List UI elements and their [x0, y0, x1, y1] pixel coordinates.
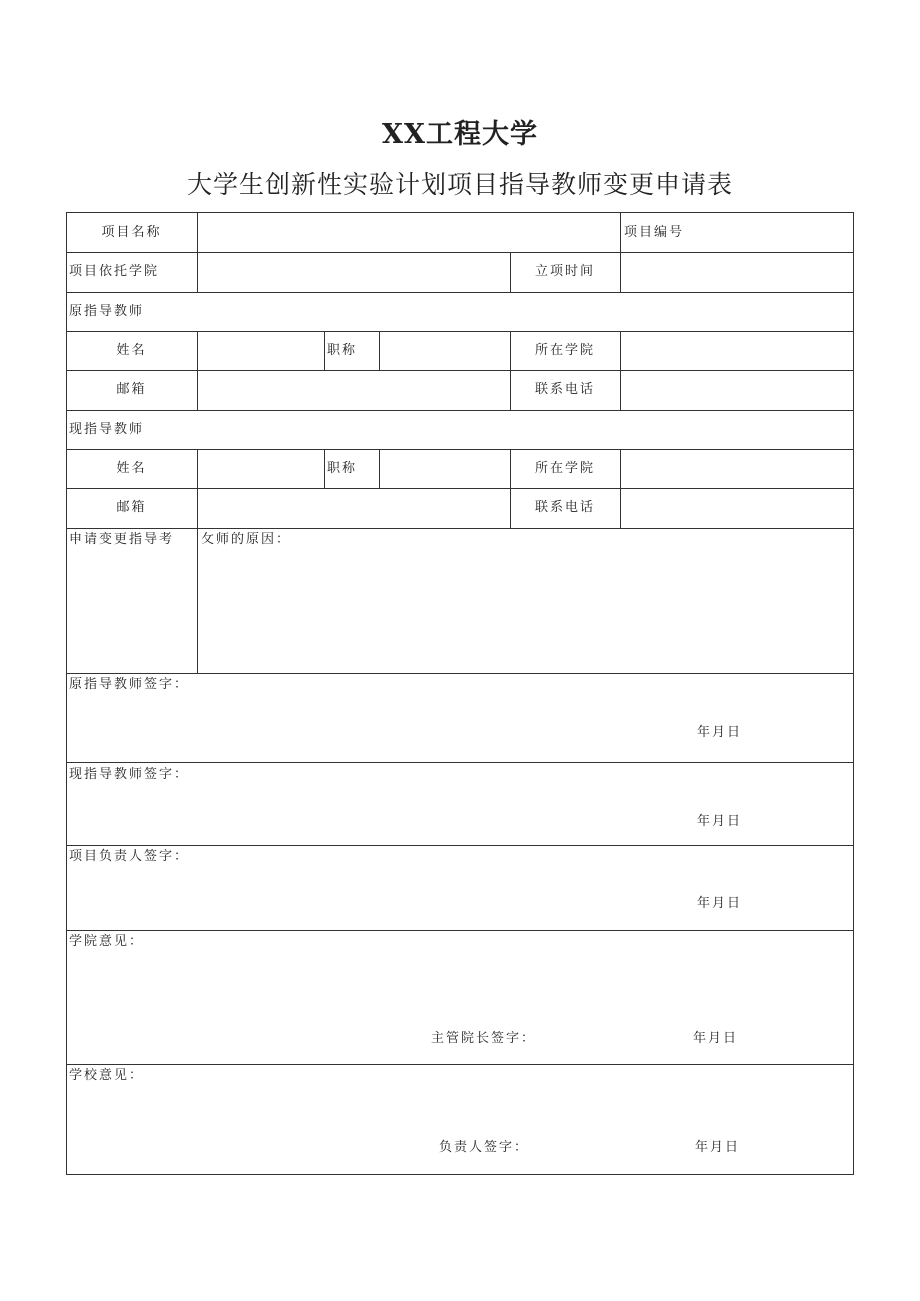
row-divider — [66, 370, 854, 371]
row-divider — [66, 930, 854, 931]
form-title: 大学生创新性实验计划项目指导教师变更申请表 — [186, 170, 733, 199]
current-advisor-section-label: 现指导教师 — [69, 422, 145, 437]
school-opinion-label: 学校意见： — [69, 1068, 145, 1083]
original-advisor-title-label: 职称 — [327, 343, 358, 358]
row-divider — [66, 673, 854, 674]
row-divider — [66, 762, 854, 763]
responsible-signature-label: 负责人签字： — [439, 1140, 530, 1155]
reason-label-continued: 攵师的原因： — [201, 532, 292, 547]
project-name-label: 项目名称 — [101, 225, 162, 240]
date-label: 年月日 — [695, 1140, 741, 1155]
date-label: 年月日 — [693, 1031, 739, 1046]
current-advisor-email-label: 邮箱 — [116, 500, 147, 515]
column-divider — [324, 449, 325, 488]
current-advisor-title-label: 职称 — [327, 461, 358, 476]
current-advisor-phone-label: 联系电话 — [534, 500, 595, 515]
row-divider — [66, 1064, 854, 1065]
row-divider — [66, 845, 854, 846]
row-divider — [66, 331, 854, 332]
column-divider — [324, 331, 325, 370]
original-advisor-phone-label: 联系电话 — [534, 382, 595, 397]
project-college-label: 项目依托学院 — [69, 264, 160, 279]
original-advisor-name-label: 姓名 — [116, 343, 147, 358]
original-advisor-section-label: 原指导教师 — [69, 304, 145, 319]
college-opinion-label: 学院意见： — [69, 934, 145, 949]
column-divider — [379, 331, 380, 370]
column-divider — [620, 212, 621, 292]
date-label: 年月日 — [697, 896, 743, 911]
current-advisor-signature-label: 现指导教师签字： — [69, 767, 190, 782]
current-advisor-college-label: 所在学院 — [534, 461, 595, 476]
project-time-label: 立项时间 — [534, 264, 595, 279]
original-advisor-college-label: 所在学院 — [534, 343, 595, 358]
current-advisor-name-label: 姓名 — [116, 461, 147, 476]
column-divider — [379, 449, 380, 488]
row-divider — [66, 449, 854, 450]
column-divider — [620, 331, 621, 410]
row-divider — [66, 488, 854, 489]
project-number-label: 项目编号 — [624, 225, 685, 240]
column-divider — [197, 331, 198, 410]
reason-label: 申请变更指导考 — [69, 532, 175, 547]
column-divider — [197, 449, 198, 673]
row-divider — [66, 252, 854, 253]
original-advisor-signature-label: 原指导教师签字： — [69, 677, 190, 692]
column-divider — [620, 449, 621, 528]
row-divider — [66, 292, 854, 293]
project-leader-signature-label: 项目负责人签字： — [69, 849, 190, 864]
row-divider — [66, 528, 854, 529]
university-title: XX工程大学 — [382, 119, 538, 150]
column-divider — [197, 212, 198, 292]
row-divider — [66, 410, 854, 411]
dean-signature-label: 主管院长签字： — [431, 1031, 537, 1046]
date-label: 年月日 — [697, 725, 743, 740]
date-label: 年月日 — [697, 814, 743, 829]
original-advisor-email-label: 邮箱 — [116, 382, 147, 397]
